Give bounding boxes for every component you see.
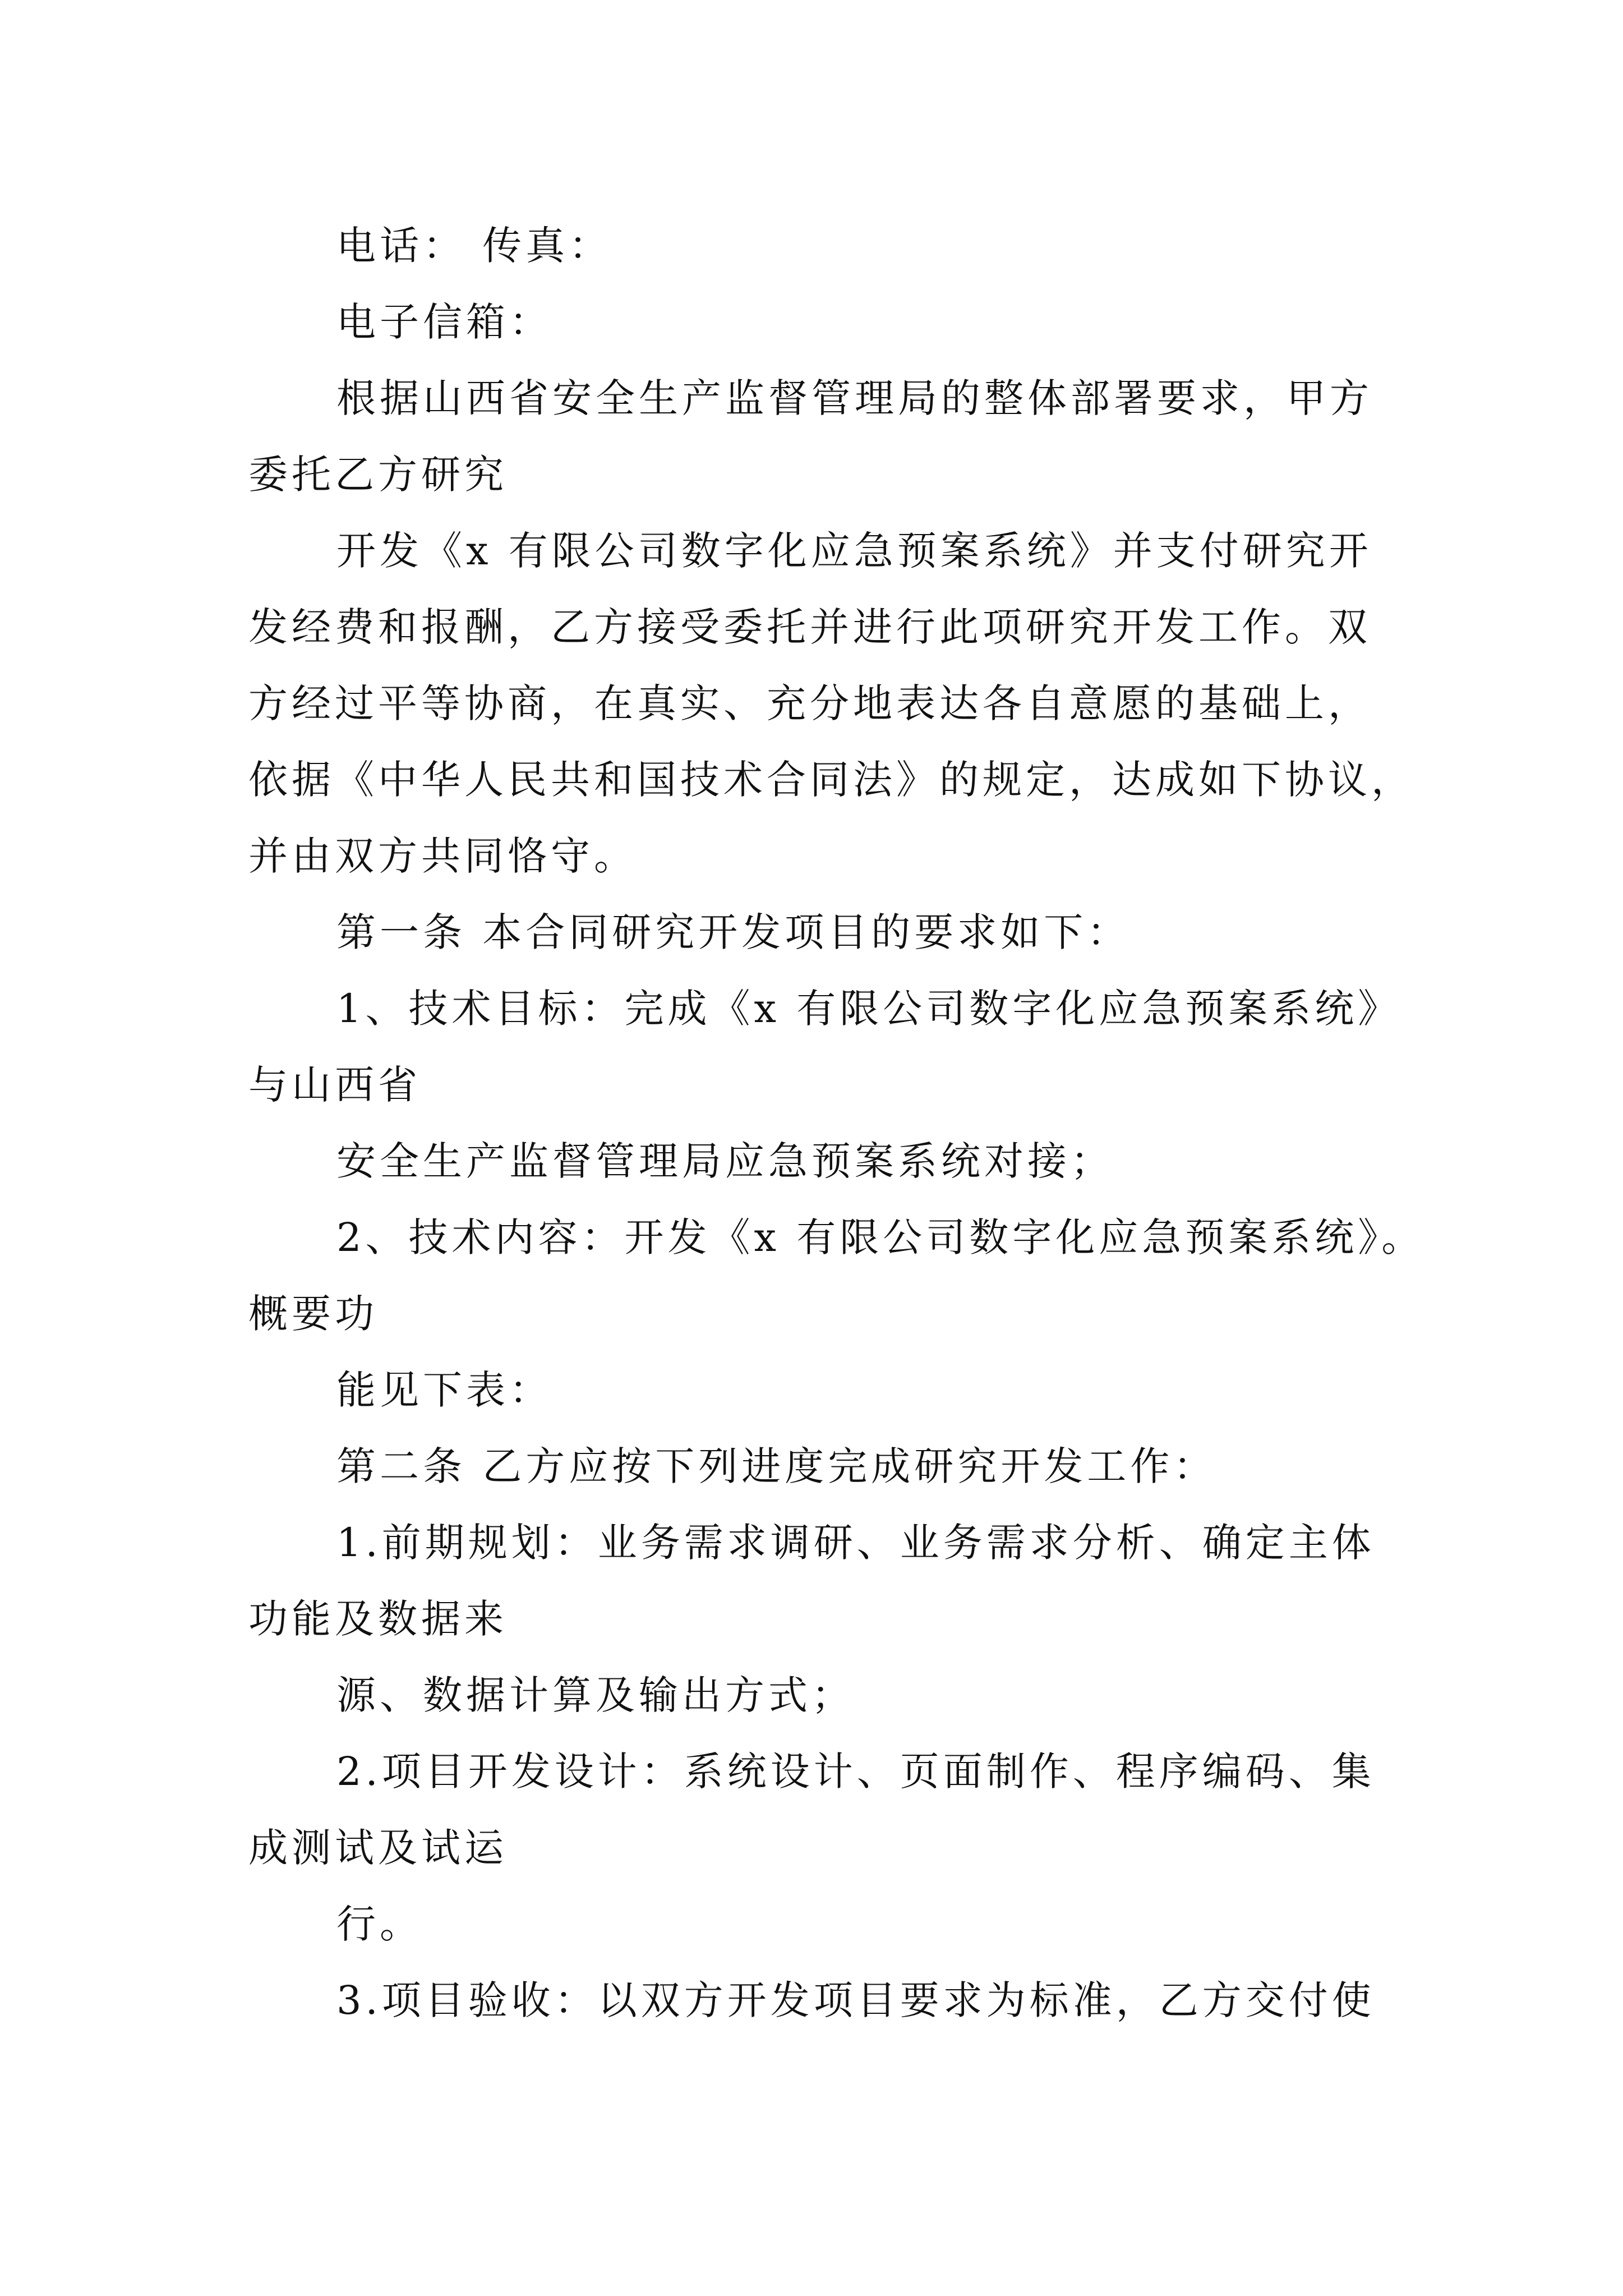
- text-line: 2、技术内容：开发《x 有限公司数字化应急预案系统》。: [336, 1214, 1425, 1260]
- technical-content-item: [248, 1199, 1426, 1352]
- technical-content-continuation: [248, 1352, 1426, 1428]
- technical-goal-continuation: [248, 1123, 1426, 1199]
- text-line: 源、数据计算及输出方式；: [336, 1672, 855, 1718]
- schedule-item-acceptance: [248, 1962, 1426, 2039]
- text-line: 第二条 乙方应按下列进度完成研究开发工作：: [336, 1443, 1217, 1489]
- contact-phone-fax: [248, 208, 1426, 284]
- text-line: 安全生产监督管理局应急预案系统对接；: [336, 1138, 1114, 1184]
- article-2-heading: [248, 1428, 1426, 1504]
- document-body: [248, 208, 1426, 2039]
- text-line: 1.前期规划：业务需求调研、业务需求分析、确定主体: [336, 1520, 1375, 1566]
- text-line: 电话： 传真：: [336, 223, 612, 269]
- text-line: 2.项目开发设计：系统设计、页面制作、程序编码、集: [336, 1749, 1375, 1795]
- text-line: 开发《x 有限公司数字化应急预案系统》并支付研究开: [336, 528, 1372, 574]
- technical-goal-item: [248, 970, 1426, 1123]
- text-line: 行。: [336, 1901, 423, 1947]
- schedule-item-development-continuation: [248, 1886, 1426, 1962]
- text-line: 依据《中华人民共和国技术合同法》的规定，达成如下协议，: [248, 757, 1414, 803]
- agreement-paragraph: [248, 513, 1426, 894]
- text-line: 1、技术目标：完成《x 有限公司数字化应急预案系统》: [336, 986, 1401, 1032]
- schedule-item-development: [248, 1733, 1426, 1886]
- text-line: 根据山西省安全生产监督管理局的整体部署要求，甲方: [336, 375, 1373, 421]
- text-line: 功能及数据来: [248, 1596, 508, 1642]
- text-line: 成测试及试运: [248, 1825, 508, 1871]
- text-line: 第一条 本合同研究开发项目的要求如下：: [336, 909, 1131, 955]
- text-line: 委托乙方研究: [248, 452, 508, 498]
- commission-paragraph: [248, 360, 1426, 513]
- text-line: 方经过平等协商，在真实、充分地表达各自意愿的基础上，: [248, 680, 1371, 726]
- text-line: 概要功: [248, 1291, 378, 1337]
- text-line: 3.项目验收：以双方开发项目要求为标准，乙方交付使: [336, 1977, 1375, 2023]
- contact-email: [248, 284, 1426, 360]
- article-1-heading: [248, 894, 1426, 970]
- text-line: 与山西省: [248, 1062, 421, 1108]
- text-line: 能见下表：: [336, 1367, 552, 1413]
- text-line: 并由双方共同恪守。: [248, 833, 637, 879]
- schedule-item-planning-continuation: [248, 1657, 1426, 1733]
- schedule-item-planning: [248, 1504, 1426, 1657]
- text-line: 电子信箱：: [336, 299, 552, 345]
- text-line: 发经费和报酬，乙方接受委托并进行此项研究开发工作。双: [248, 604, 1371, 650]
